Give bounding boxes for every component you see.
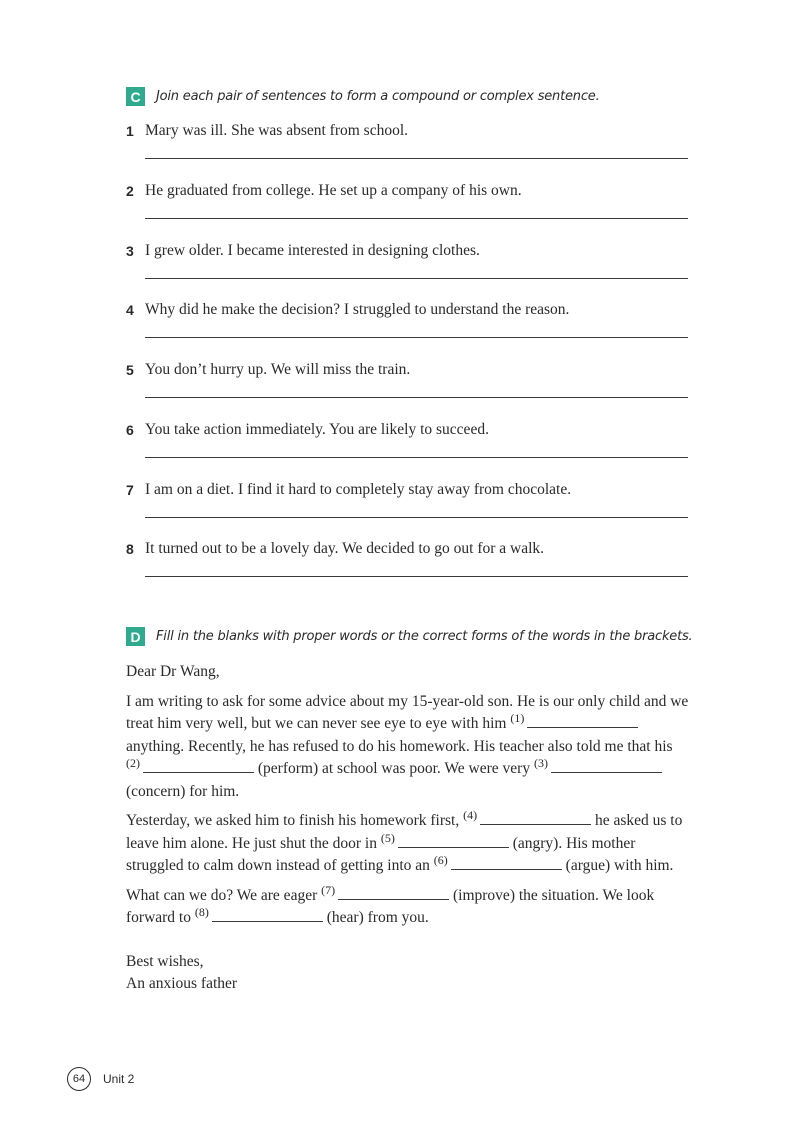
answer-line[interactable] <box>145 278 688 279</box>
letter-text: (hear) from you. <box>326 909 429 926</box>
section-c-header <box>126 87 600 106</box>
item-number: 7 <box>126 482 134 498</box>
blank-8[interactable] <box>212 907 323 922</box>
blank-5[interactable] <box>398 833 509 848</box>
exercise-item <box>126 480 688 500</box>
section-d-instruction: Fill in the blanks with proper words or the correct forms of the words in the brackets. <box>156 629 693 644</box>
item-text: Why did he make the decision? I struggled to understand the reason. <box>145 301 570 318</box>
blank-number: (1) <box>510 711 525 725</box>
item-number: 6 <box>126 422 134 438</box>
letter-paragraph <box>126 691 690 804</box>
letter-text: Yesterday, we asked him to finish his homework first, <box>126 812 460 829</box>
blank-1[interactable] <box>527 713 638 728</box>
letter-greeting: Dear Dr Wang, <box>126 663 220 680</box>
item-number: 8 <box>126 541 134 557</box>
exercise-item <box>126 241 688 261</box>
section-d-header <box>126 627 693 646</box>
section-d-badge: D <box>126 627 145 646</box>
exercise-item <box>126 121 688 141</box>
letter-closing: Best wishes, <box>126 952 204 970</box>
item-text: It turned out to be a lovely day. We decided to go out for a walk. <box>145 540 545 557</box>
exercise-item <box>126 360 688 380</box>
item-text: Mary was ill. She was absent from school. <box>145 122 409 139</box>
page-number: 64 <box>67 1067 91 1091</box>
section-c-badge: C <box>126 87 145 106</box>
blank-number: (8) <box>194 905 209 919</box>
letter-text: (angry). His mother struggled to calm down instead of getting into an <box>126 834 636 874</box>
answer-line[interactable] <box>145 397 688 398</box>
letter-text: (improve) the situation. We look forward to <box>126 886 655 926</box>
letter <box>126 661 690 996</box>
blank-2[interactable] <box>143 758 254 773</box>
exercise-item <box>126 539 688 559</box>
blank-3[interactable] <box>551 758 662 773</box>
answer-line[interactable] <box>145 517 688 518</box>
letter-text: (argue) with him. <box>565 857 674 874</box>
item-text: You take action immediately. You are likely to succeed. <box>145 421 489 438</box>
answer-line[interactable] <box>145 337 688 338</box>
item-number: 5 <box>126 362 134 378</box>
answer-line[interactable] <box>145 158 688 159</box>
answer-line[interactable] <box>145 576 688 577</box>
answer-line[interactable] <box>145 457 688 458</box>
exercise-item <box>126 300 688 320</box>
item-text: I grew older. I became interested in designing clothes. <box>145 242 480 259</box>
section-c-instruction: Join each pair of sentences to form a compound or complex sentence. <box>156 89 600 104</box>
item-number: 4 <box>126 302 134 318</box>
letter-text: he asked us to leave him alone. He just shut the door in <box>126 812 683 852</box>
letter-text: anything. Recently, he has refused to do his homework. His teacher also told me that his <box>126 737 673 755</box>
letter-text: (concern) for him. <box>126 782 240 800</box>
answer-line[interactable] <box>145 218 688 219</box>
letter-paragraph <box>126 882 690 930</box>
blank-7[interactable] <box>338 885 449 900</box>
blank-number: (6) <box>433 853 448 867</box>
item-text: You don’t hurry up. We will miss the train. <box>145 361 411 378</box>
page-footer <box>67 1067 134 1091</box>
blank-number: (2) <box>126 756 140 770</box>
blank-4[interactable] <box>480 810 591 825</box>
item-number: 3 <box>126 243 134 259</box>
blank-number: (4) <box>463 808 478 822</box>
unit-label: Unit 2 <box>103 1072 135 1086</box>
blank-6[interactable] <box>451 855 562 870</box>
blank-number: (3) <box>533 756 548 770</box>
letter-text: I am writing to ask for some advice about my 15-year-old son. He is our only child and we treat him very well, but we can never see eye to eye with him <box>126 692 689 732</box>
letter-text: What can we do? We are eager <box>126 886 318 904</box>
item-number: 1 <box>126 123 134 139</box>
item-text: He graduated from college. He set up a company of his own. <box>145 182 522 199</box>
item-text: I am on a diet. I find it hard to completely stay away from chocolate. <box>145 481 572 498</box>
exercise-item <box>126 181 688 201</box>
item-number: 2 <box>126 183 134 199</box>
letter-paragraph <box>126 810 690 878</box>
blank-number: (7) <box>321 882 336 897</box>
exercise-item <box>126 420 688 440</box>
letter-signature: An anxious father <box>126 975 238 992</box>
letter-text: (perform) at school was poor. We were very <box>257 760 531 777</box>
blank-number: (5) <box>380 830 395 845</box>
